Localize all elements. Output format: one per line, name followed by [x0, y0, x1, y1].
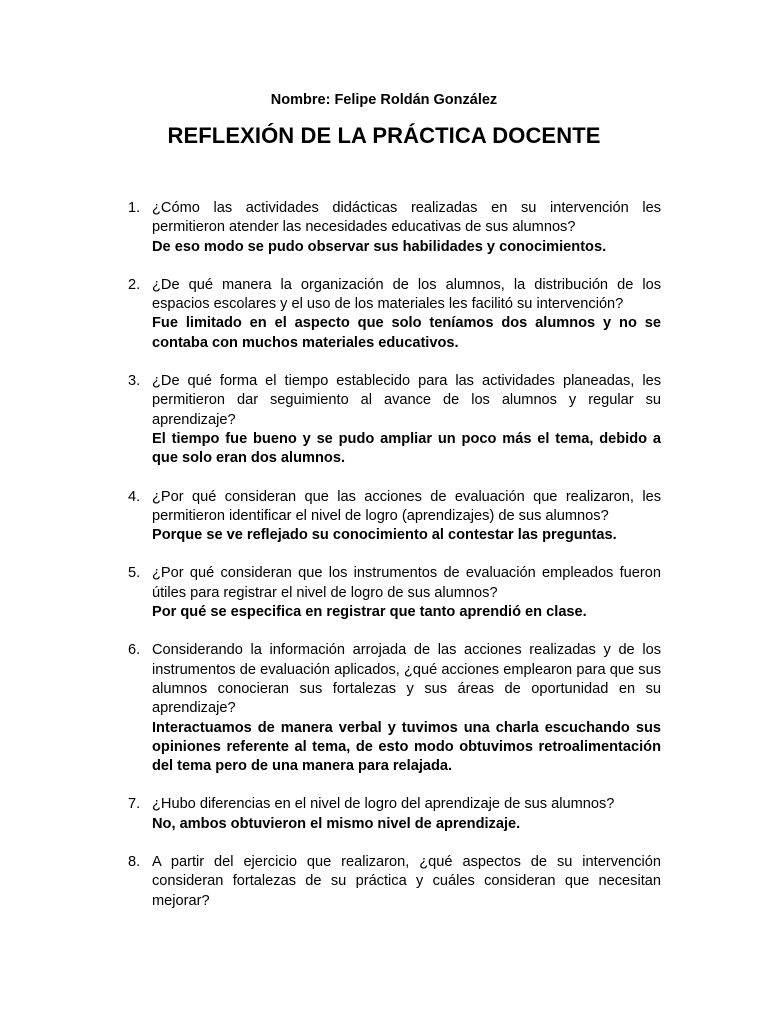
item-number: 3. — [128, 373, 141, 390]
item-number: 2. — [128, 276, 141, 293]
answer-text: Porque se ve reflejado su conocimiento al contestar las preguntas. — [152, 527, 617, 544]
list-item — [118, 199, 661, 257]
document-title: REFLEXIÓN DE LA PRÁCTICA DOCENTE — [167, 123, 601, 148]
list-item — [118, 372, 661, 468]
answer-text: De eso modo se pudo observar sus habilidades y conocimientos. — [152, 238, 607, 255]
list-item — [118, 795, 661, 834]
list-item — [118, 276, 661, 353]
item-number: 6. — [128, 642, 141, 659]
question-list — [118, 199, 661, 930]
answer-text: Fue limitado en el aspecto que solo teníamos dos alumnos y no se contaba con muchos materiales educativos. — [152, 315, 661, 351]
question-text: ¿Por qué consideran que los instrumentos de evaluación empleados fueron útiles para registrar el nivel de logro de sus alumnos? — [152, 565, 661, 601]
answer-text: Interactuamos de manera verbal y tuvimos una charla escuchando sus opiniones referente al tema, de esto modo obtuvimos retroalimentación del tema pero de una manera para relajada. — [152, 719, 661, 775]
item-number: 8. — [128, 854, 141, 871]
question-text: ¿Por qué consideran que las acciones de evaluación que realizaron, les permitieron identificar el nivel de logro (aprendizajes) de sus alumnos? — [152, 488, 661, 524]
question-text: ¿Cómo las actividades didácticas realizadas en su intervención les permitieron atender las necesidades educativas de sus alumnos? — [152, 200, 661, 236]
question-text: A partir del ejercicio que realizaron, ¿qué aspectos de su intervención consideran fortalezas de su práctica y cuáles consideran que necesitan mejorar? — [152, 854, 661, 909]
item-number: 1. — [128, 200, 141, 216]
question-text: Considerando la información arrojada de las acciones realizadas y de los instrumentos de evaluación aplicados, ¿qué acciones emplearon para que sus alumnos conocieran sus fortalezas y sus áreas de oportunidad en su aprendizaje? — [152, 642, 661, 717]
student-name: Nombre: Felipe Roldán González — [270, 92, 498, 108]
question-text: ¿De qué forma el tiempo establecido para las actividades planeadas, les permitieron dar seguimiento al avance de los alumnos y regular su aprendizaje? — [152, 373, 661, 428]
item-number: 7. — [128, 796, 141, 813]
list-item — [118, 488, 661, 546]
list-item — [118, 853, 661, 911]
answer-text: No, ambos obtuvieron el mismo nivel de aprendizaje. — [152, 815, 521, 832]
question-text: ¿De qué manera la organización de los alumnos, la distribución de los espacios escolares y el uso de los materiales les facilitó su intervención? — [152, 276, 661, 313]
item-number: 4. — [128, 488, 141, 505]
item-number: 5. — [128, 565, 141, 582]
answer-text: El tiempo fue bueno y se pudo ampliar un poco más el tema, debido a que solo eran dos alumnos. — [152, 430, 661, 467]
list-item — [118, 641, 661, 776]
answer-text: Por qué se especifica en registrar que tanto aprendió en clase. — [152, 604, 587, 621]
question-text: ¿Hubo diferencias en el nivel de logro del aprendizaje de sus alumnos? — [152, 796, 615, 813]
list-item — [118, 564, 661, 622]
